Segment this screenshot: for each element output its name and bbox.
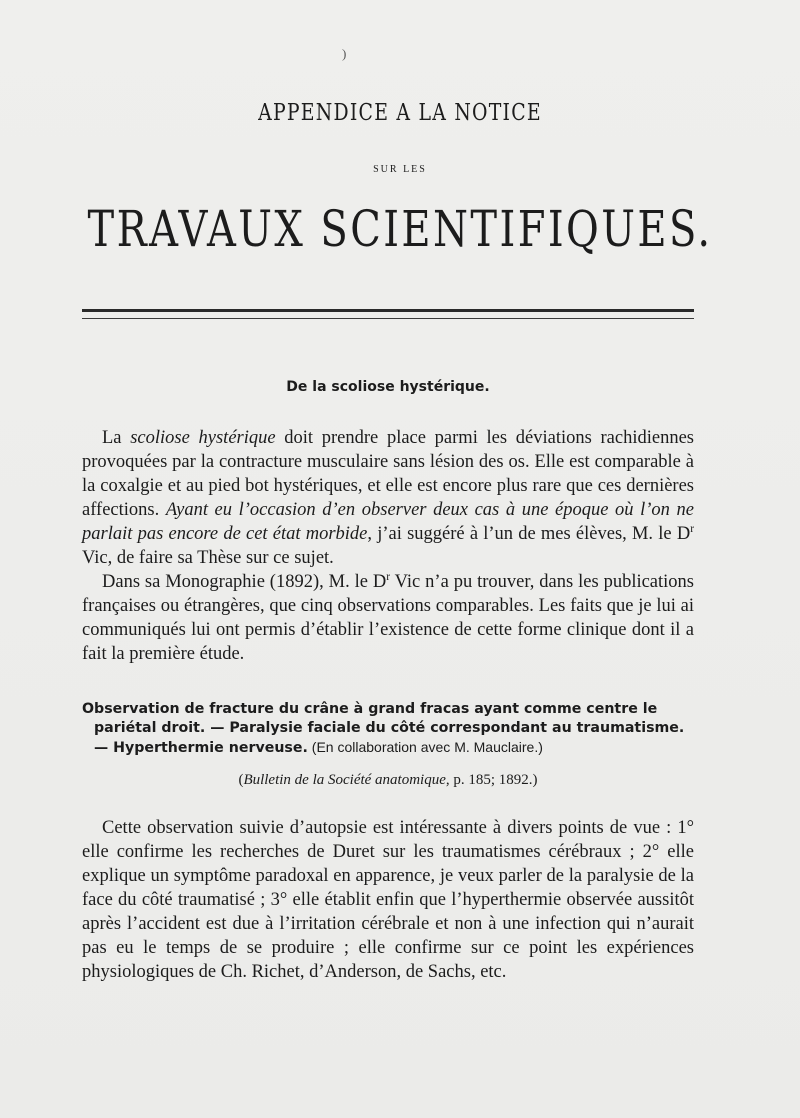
- sur-les-label: SUR LES: [373, 164, 427, 175]
- appendix-title: APPENDICE A LA NOTICE: [258, 100, 542, 126]
- page-mark: ): [342, 46, 347, 61]
- section-title-fracture: Observation de fracture du crâne à grand fracas ayant comme centre le pariétal droit. — Paralysie faciale du côté correspondant au traumatisme. — Hyperthermie nerveuse. (En collaboration avec M. Mauclaire.): [82, 701, 685, 756]
- paragraph-scoliose-2: Dans sa Monographie (1892), M. le D$^r$ Vic n’a pu trouver, dans les publications françaises ou étrangères, que cinq observations comparables. Les faits que je lui ai communiqués lui ont permis d’établir l’existence de cette forme clinique dont il a fait la première étude.: [82, 570, 694, 664]
- divider-thick: [82, 309, 694, 312]
- section-title-scoliose: De la scoliose hystérique.: [286, 379, 490, 395]
- paragraph-fracture: Cette observation suivie d’autopsie est intéressante à divers points de vue : 1° elle confirme les recherches de Duret sur les traumatismes cérébraux ; 2° elle explique un symptôme paradoxal en apparence, je veux parler de la paralysie de la face du côté traumatisé ; 3° elle établit enfin que l’hyperthermie observée aussitôt après l’accident est due à l’irritation cérébrale et non à une infection qui n’aurait pas eu le temps de se produire ; elle confirme sur ce point les expériences physiologiques de Ch. Richet, d’Anderson, de Sachs, etc.: [82, 818, 694, 982]
- collaboration-note: (En collaboration avec M. Mauclaire.): [307, 739, 543, 755]
- main-title: TRAVAUX SCIENTIFIQUES.: [87, 200, 713, 258]
- paragraph-scoliose-1: La scoliose hystérique doit prendre place parmi les déviations rachidiennes provoquées par la contracture musculaire sans lésion des os. Elle est comparable à la coxalgie et au pied bot hystériques, et elle est encore plus rare que ces dernières affections. Ayant eu l’occasion d’en observer deux cas à une époque où l’on ne parlait pas encore de cet état morbide, j’ai suggéré à l’un de mes élèves, M. le D$^r$ Vic, de faire sa Thèse sur ce sujet.: [82, 428, 695, 568]
- divider-thin: [82, 318, 694, 319]
- citation: (Bulletin de la Société anatomique, p. 185; 1892.): [238, 772, 538, 788]
